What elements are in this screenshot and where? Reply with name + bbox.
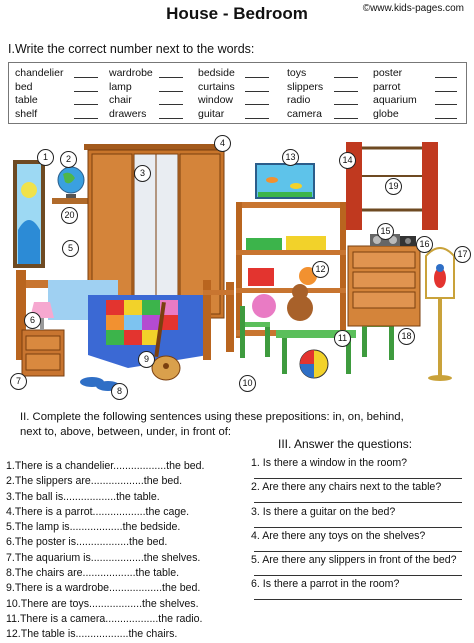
- answer-blank[interactable]: [245, 77, 269, 78]
- word-row: [373, 108, 417, 122]
- bedroom-picture: [8, 130, 466, 400]
- section-2-instruction-line-2: next to, above, between, under, in front of:: [20, 426, 232, 438]
- question-item: [251, 506, 471, 530]
- picture-number: 15: [377, 223, 394, 240]
- word-row: [198, 81, 235, 95]
- question-text: 5. Are there any slippers in front of the bed?: [251, 554, 457, 567]
- picture-number: 9: [138, 351, 155, 368]
- picture-number: 14: [339, 152, 356, 169]
- answer-blank[interactable]: [245, 104, 269, 105]
- word-row: [109, 94, 153, 108]
- answer-line[interactable]: [254, 478, 462, 479]
- word-row: [109, 81, 153, 95]
- answer-line[interactable]: [254, 502, 462, 503]
- word-label: drawers: [109, 107, 147, 120]
- answer-blank[interactable]: [435, 91, 457, 92]
- word-row: [15, 94, 63, 108]
- answer-line[interactable]: [254, 527, 462, 528]
- picture-number: 10: [239, 375, 256, 392]
- question-item: [251, 457, 471, 481]
- word-row: [109, 67, 153, 81]
- word-row: [15, 81, 63, 95]
- worksheet-title: House - Bedroom: [166, 4, 308, 23]
- picture-number: 3: [134, 165, 151, 182]
- word-label: shelf: [15, 107, 38, 120]
- bedroom-illustration: [8, 130, 466, 400]
- word-label: wardrobe: [109, 67, 153, 79]
- picture-number: 12: [312, 261, 329, 278]
- word-column-2: [109, 67, 153, 121]
- question-item: [251, 481, 471, 505]
- sentence-item[interactable]: 11.There is a camera..................the radio.: [6, 612, 203, 625]
- answer-line[interactable]: [254, 551, 462, 552]
- question-list: [251, 457, 471, 603]
- picture-number: 11: [334, 330, 351, 347]
- picture-number: 2: [60, 151, 77, 168]
- answer-blank[interactable]: [334, 77, 358, 78]
- picture-number: 19: [385, 178, 402, 195]
- question-item: [251, 530, 471, 554]
- answer-blank[interactable]: [74, 77, 98, 78]
- sentence-item[interactable]: 3.The ball is..................the table.: [6, 490, 160, 503]
- drawers: [348, 246, 420, 326]
- word-column-4: [287, 67, 323, 121]
- section-3-heading: III. Answer the questions:: [278, 437, 413, 451]
- word-row: [287, 94, 323, 108]
- word-column-3: [198, 67, 235, 121]
- word-column-1: [15, 67, 63, 121]
- word-label: bed: [15, 80, 33, 93]
- word-row: [15, 67, 63, 81]
- word-row: [287, 67, 323, 81]
- word-row: [198, 108, 235, 122]
- poster: [13, 160, 45, 268]
- picture-number: 20: [61, 207, 78, 224]
- bedside: [22, 330, 64, 376]
- picture-number: 13: [282, 149, 299, 166]
- word-bank-box: [8, 62, 467, 124]
- word-label: chandelier: [15, 67, 64, 79]
- word-row: [198, 94, 235, 108]
- word-label: guitar: [198, 107, 225, 120]
- word-row: [15, 108, 63, 122]
- word-label: poster: [373, 67, 403, 79]
- sentence-item[interactable]: 5.The lamp is..................the bedside.: [6, 521, 181, 534]
- word-row: [198, 67, 235, 81]
- word-label: bedside: [198, 67, 235, 79]
- word-label: curtains: [198, 80, 235, 93]
- copyright-text: ©www.kids-pages.com: [362, 3, 464, 14]
- answer-blank[interactable]: [334, 104, 358, 105]
- question-item: [251, 554, 471, 578]
- word-label: aquarium: [373, 94, 417, 106]
- answer-blank[interactable]: [159, 118, 183, 119]
- word-label: table: [15, 94, 38, 106]
- word-label: slippers: [287, 80, 324, 93]
- picture-number: 5: [62, 240, 79, 257]
- answer-blank[interactable]: [245, 91, 269, 92]
- picture-number: 16: [416, 236, 433, 253]
- word-row: [287, 108, 323, 122]
- answer-blank[interactable]: [74, 118, 98, 119]
- word-row: [287, 81, 323, 95]
- picture-number: 7: [10, 373, 27, 390]
- answer-blank[interactable]: [245, 118, 269, 119]
- ball: [300, 350, 328, 378]
- answer-blank[interactable]: [435, 118, 457, 119]
- answer-blank[interactable]: [334, 118, 358, 119]
- word-row: [373, 67, 417, 81]
- sentence-item[interactable]: 8.The chairs are..................the table.: [6, 567, 180, 580]
- sentence-item[interactable]: 4.There is a parrot..................the cage.: [6, 505, 190, 518]
- question-item: [251, 578, 471, 602]
- question-text: 4. Are there any toys on the shelves?: [251, 529, 426, 542]
- sentence-item[interactable]: 9.There is a wardrobe..................the bed.: [6, 582, 201, 595]
- aquarium: [256, 164, 314, 198]
- word-label: chair: [109, 94, 132, 106]
- word-column-5: [373, 67, 417, 121]
- camera: [400, 236, 416, 246]
- word-row: [373, 94, 417, 108]
- answer-line[interactable]: [254, 575, 462, 576]
- word-label: parrot: [373, 80, 401, 93]
- word-label: camera: [287, 107, 323, 120]
- sentence-item[interactable]: 7.The aquarium is..................the shelves.: [6, 551, 201, 564]
- word-label: globe: [373, 107, 399, 120]
- word-label: toys: [287, 67, 307, 79]
- word-row: [109, 108, 153, 122]
- sentence-item[interactable]: 6.The poster is..................the bed.: [6, 536, 168, 549]
- picture-number: 18: [398, 328, 415, 345]
- answer-line[interactable]: [254, 599, 462, 600]
- sentence-item[interactable]: 12.The table is..................the chairs.: [6, 628, 178, 641]
- word-label: window: [198, 94, 234, 106]
- answer-blank[interactable]: [159, 91, 183, 92]
- answer-blank[interactable]: [435, 77, 457, 78]
- picture-number: 6: [24, 312, 41, 329]
- sentence-item[interactable]: 10.There are toys..................the shelves.: [6, 597, 199, 610]
- toys: [246, 236, 326, 321]
- question-text: 6. Is there a parrot in the room?: [251, 578, 400, 591]
- question-text: 2. Are there any chairs next to the table?: [251, 481, 442, 494]
- picture-number: 1: [37, 149, 54, 166]
- answer-blank[interactable]: [159, 104, 183, 105]
- sentence-list: [6, 459, 242, 643]
- word-label: radio: [287, 94, 311, 106]
- question-text: 3. Is there a guitar on the bed?: [251, 505, 396, 518]
- picture-number: 17: [454, 246, 471, 263]
- parrot: [434, 264, 446, 288]
- section-1-instruction: I.Write the correct number next to the words:: [8, 42, 255, 56]
- globe: [52, 167, 92, 204]
- answer-blank[interactable]: [435, 104, 457, 105]
- question-text: 1. Is there a window in the room?: [251, 457, 408, 469]
- answer-blank[interactable]: [74, 104, 98, 105]
- word-row: [373, 81, 417, 95]
- answer-blank[interactable]: [334, 91, 358, 92]
- word-label: lamp: [109, 80, 132, 93]
- answer-blank[interactable]: [74, 91, 98, 92]
- sentence-item[interactable]: 1.There is a chandelier..................the bed.: [6, 460, 205, 472]
- sentence-item[interactable]: 2.The slippers are..................the bed.: [6, 475, 183, 488]
- answer-blank[interactable]: [159, 77, 183, 78]
- picture-number: 4: [214, 135, 231, 152]
- picture-number: 8: [111, 383, 128, 400]
- section-2-instruction-line-1: II. Complete the following sentences using these prepositions: in, on, behind,: [20, 411, 404, 423]
